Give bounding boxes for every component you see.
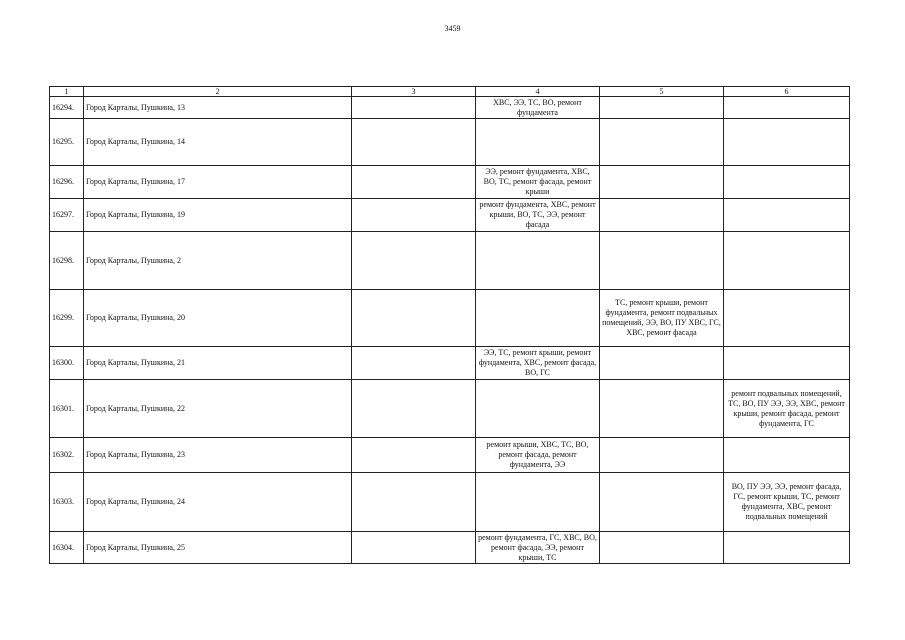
row-col3: [352, 380, 476, 438]
table-row: [50, 438, 850, 473]
column-header: 6: [724, 87, 850, 97]
row-number: 16296.: [50, 166, 84, 199]
table-row: [50, 97, 850, 119]
row-col5: [600, 232, 724, 290]
table-row: [50, 232, 850, 290]
row-address: Город Карталы, Пушкина, 13: [84, 97, 352, 119]
row-col6: [724, 438, 850, 473]
row-col5: [600, 119, 724, 166]
row-col3: [352, 166, 476, 199]
row-col5: [600, 380, 724, 438]
table-row: [50, 166, 850, 199]
row-col4: [476, 119, 600, 166]
row-col6: [724, 119, 850, 166]
row-col4: [476, 232, 600, 290]
row-col3: [352, 473, 476, 532]
row-col5: [600, 166, 724, 199]
row-col4: [476, 380, 600, 438]
row-col4: ремонт фундамента, ГС, ХВС, ВО, ремонт фасада, ЭЭ, ремонт крыши, ТС: [476, 532, 600, 564]
row-number: 16299.: [50, 290, 84, 347]
row-address: Город Карталы, Пушкина, 23: [84, 438, 352, 473]
row-col4: ХВС, ЭЭ, ТС, ВО, ремонт фундамента: [476, 97, 600, 119]
row-number: 16304.: [50, 532, 84, 564]
row-address: Город Карталы, Пушкина, 25: [84, 532, 352, 564]
row-col6: [724, 199, 850, 232]
row-col3: [352, 232, 476, 290]
row-col5: [600, 473, 724, 532]
page-number: 3459: [444, 24, 461, 33]
row-col4: [476, 473, 600, 532]
row-number: 16298.: [50, 232, 84, 290]
table-row: [50, 290, 850, 347]
row-col6: ремонт подвальных помещений, ТС, ВО, ПУ ЭЭ, ЭЭ, ХВС, ремонт крыши, ремонт фасада, ремонт фундамента, ГС: [724, 380, 850, 438]
row-address: Город Карталы, Пушкина, 20: [84, 290, 352, 347]
row-col6: [724, 232, 850, 290]
row-address: Город Карталы, Пушкина, 24: [84, 473, 352, 532]
row-col5: [600, 347, 724, 380]
header-row: [50, 87, 850, 97]
column-header: 2: [84, 87, 352, 97]
row-number: 16301.: [50, 380, 84, 438]
row-col6: [724, 532, 850, 564]
row-col3: [352, 532, 476, 564]
row-address: Город Карталы, Пушкина, 17: [84, 166, 352, 199]
row-address: Город Карталы, Пушкина, 22: [84, 380, 352, 438]
row-col3: [352, 97, 476, 119]
row-col6: [724, 290, 850, 347]
row-col6: [724, 97, 850, 119]
row-col3: [352, 347, 476, 380]
row-col5: ТС, ремонт крыши, ремонт фундамента, ремонт подвальных помещений, ЭЭ, ВО, ПУ ХВС, ГС, ХВС, ремонт фасада: [600, 290, 724, 347]
column-header: 3: [352, 87, 476, 97]
row-col4: ЭЭ, ремонт фундамента, ХВС, ВО, ТС, ремонт фасада, ремонт крыши: [476, 166, 600, 199]
row-col6: [724, 347, 850, 380]
row-col5: [600, 199, 724, 232]
row-number: 16302.: [50, 438, 84, 473]
table-row: [50, 532, 850, 564]
table-row: [50, 473, 850, 532]
row-col4: ЭЭ, ТС, ремонт крыши, ремонт фундамента, ХВС, ремонт фасада, ВО, ГС: [476, 347, 600, 380]
row-col5: [600, 532, 724, 564]
row-col6: [724, 166, 850, 199]
row-col4: ремонт фундамента, ХВС, ремонт крыши, ВО, ТС, ЭЭ, ремонт фасада: [476, 199, 600, 232]
row-address: Город Карталы, Пушкина, 14: [84, 119, 352, 166]
table-row: [50, 380, 850, 438]
row-number: 16297.: [50, 199, 84, 232]
row-number: 16295.: [50, 119, 84, 166]
row-col3: [352, 119, 476, 166]
row-address: Город Карталы, Пушкина, 2: [84, 232, 352, 290]
row-col4: [476, 290, 600, 347]
column-header: 1: [50, 87, 84, 97]
row-number: 16300.: [50, 347, 84, 380]
row-col3: [352, 438, 476, 473]
column-header: 5: [600, 87, 724, 97]
table-row: [50, 119, 850, 166]
row-address: Город Карталы, Пушкина, 21: [84, 347, 352, 380]
row-col5: [600, 97, 724, 119]
row-col4: ремонт крыши, ХВС, ТС, ВО, ремонт фасада, ремонт фундамента, ЭЭ: [476, 438, 600, 473]
table-row: [50, 199, 850, 232]
row-col5: [600, 438, 724, 473]
row-number: 16303.: [50, 473, 84, 532]
row-number: 16294.: [50, 97, 84, 119]
row-address: Город Карталы, Пушкина, 19: [84, 199, 352, 232]
row-col3: [352, 199, 476, 232]
table-row: [50, 347, 850, 380]
row-col3: [352, 290, 476, 347]
row-col6: ВО, ПУ ЭЭ, ЭЭ, ремонт фасада, ГС, ремонт крыши, ТС, ремонт фундамента, ХВС, ремонт подвальных помещений: [724, 473, 850, 532]
column-header: 4: [476, 87, 600, 97]
works-table: [49, 86, 850, 564]
